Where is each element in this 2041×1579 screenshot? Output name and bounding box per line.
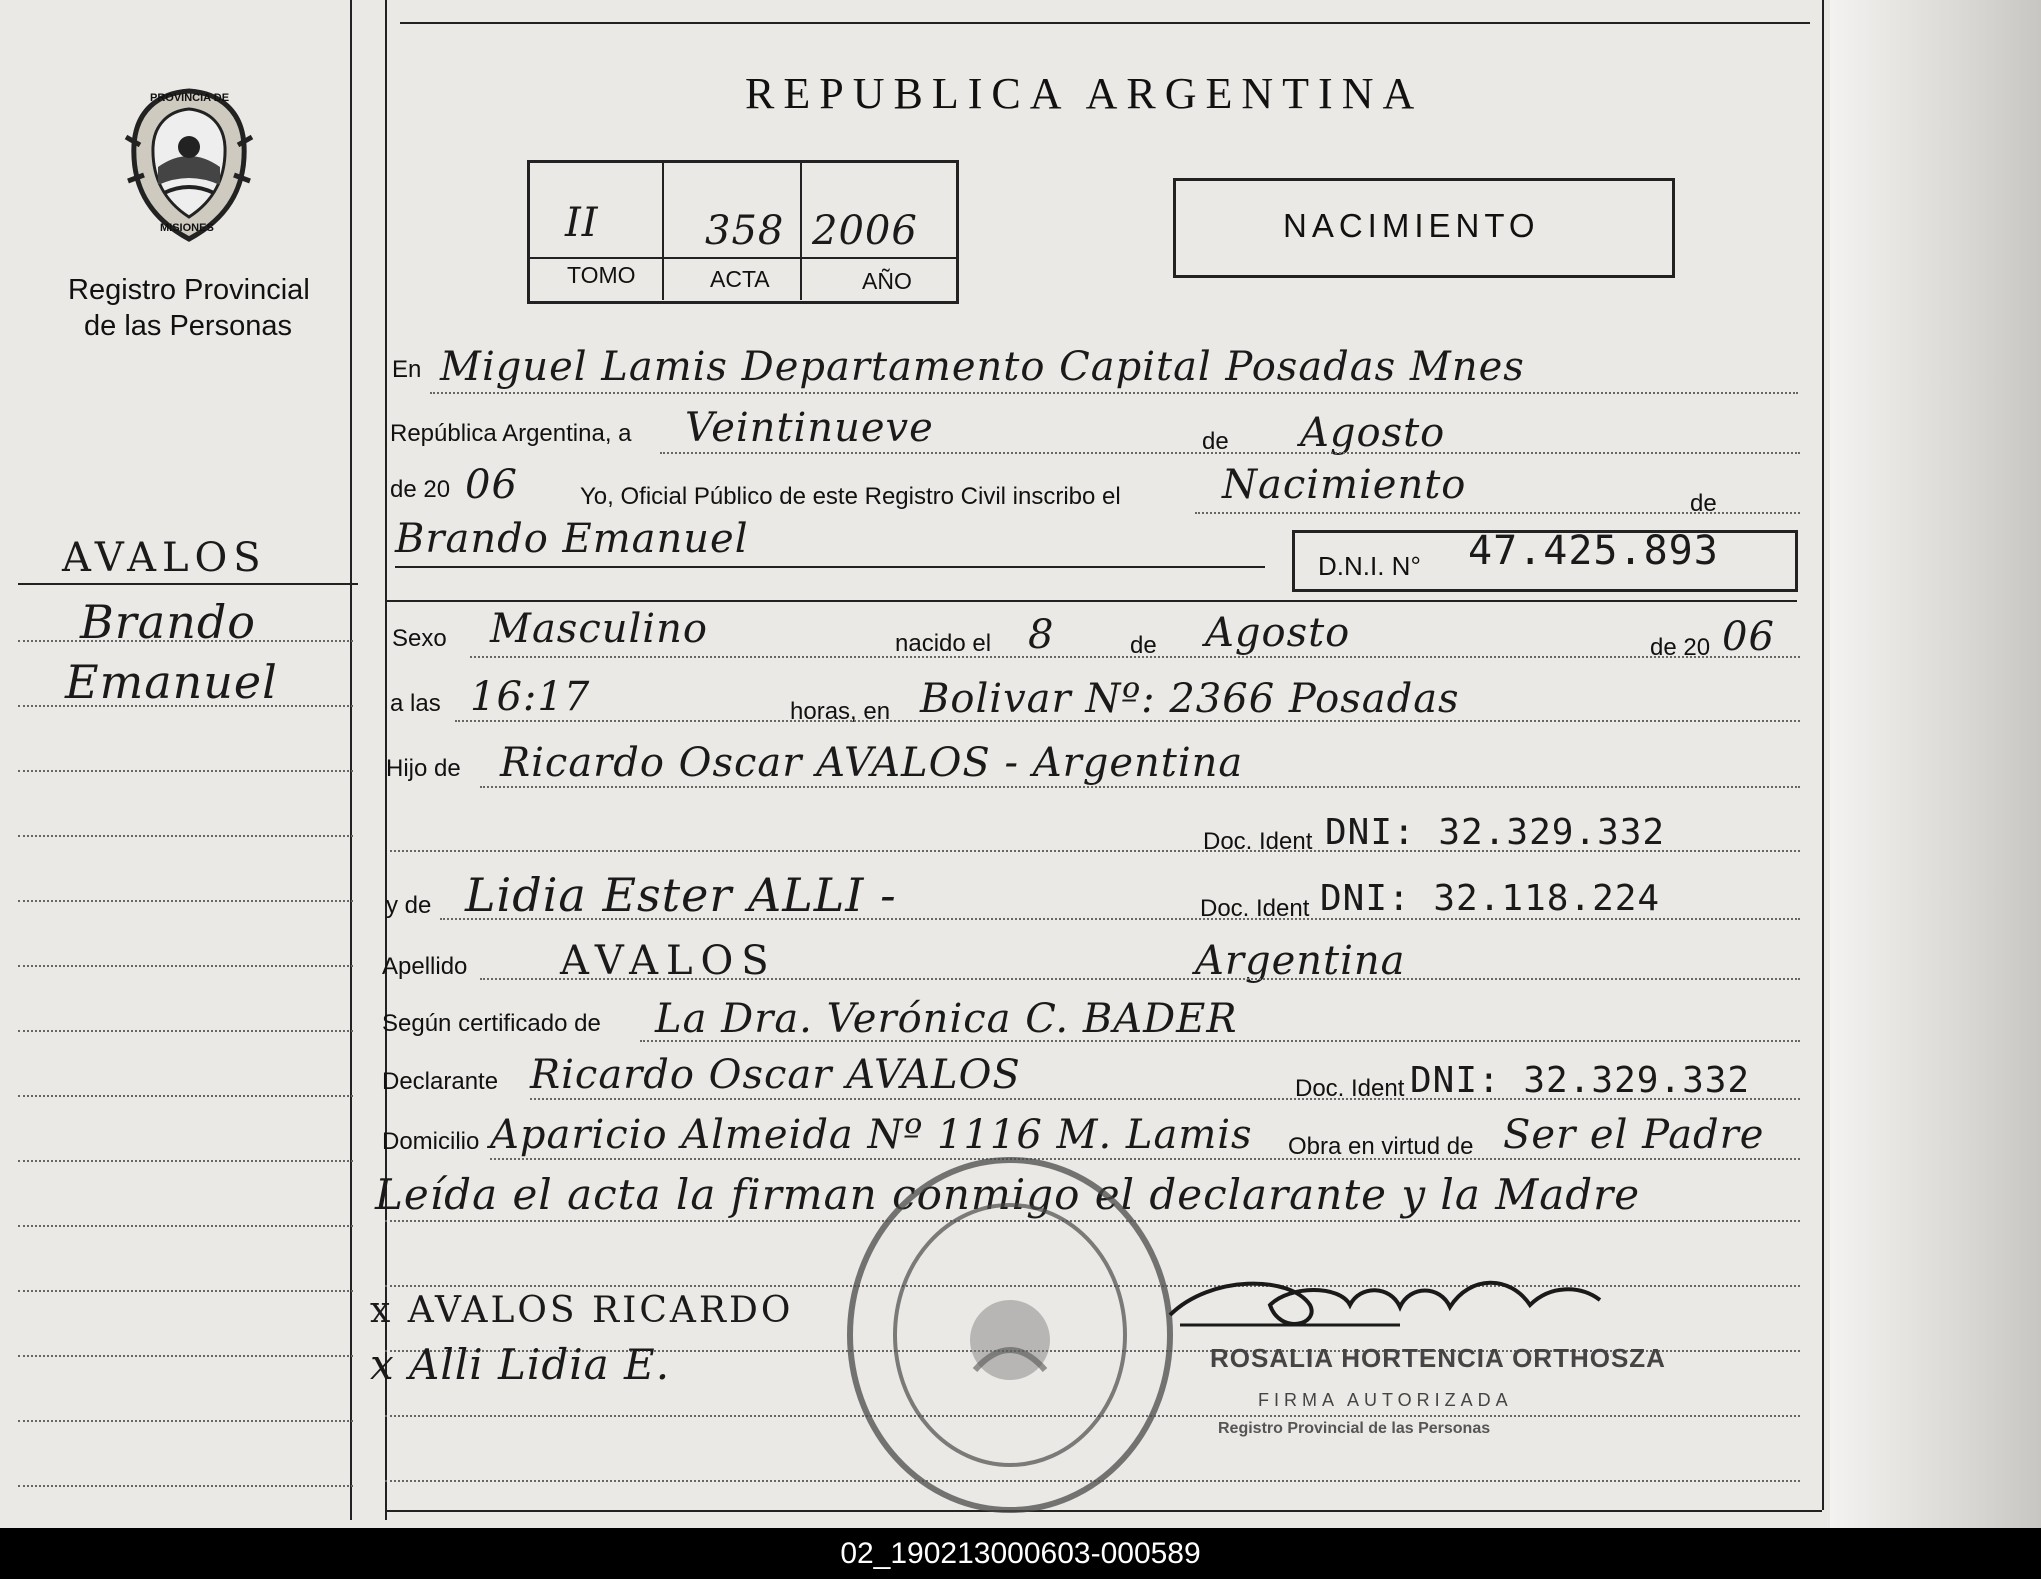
- margin-rule: [18, 1095, 353, 1097]
- value-madre: Lidia Ester ALLI -: [465, 868, 897, 922]
- registry-line-1: Registro Provincial: [68, 274, 310, 306]
- value-domicilio: Aparicio Almeida Nº 1116 M. Lamis: [490, 1112, 1253, 1158]
- official-round-stamp: [840, 1150, 1180, 1520]
- acta-label: ACTA: [710, 266, 770, 292]
- value-obra: Ser el Padre: [1503, 1112, 1765, 1158]
- top-border: [400, 22, 1810, 24]
- rule: [440, 918, 1800, 920]
- emblem-text-top: PROVINCIA DE: [150, 92, 230, 104]
- official-office: Registro Provincial de las Personas: [1218, 1420, 1491, 1437]
- value-padre: Ricardo Oscar AVALOS - Argentina: [500, 740, 1244, 786]
- label-hijo-de: Hijo de: [386, 755, 461, 782]
- label-sexo: Sexo: [392, 625, 447, 652]
- margin-rule: [18, 770, 353, 772]
- value-mes: Agosto: [1300, 410, 1446, 456]
- value-madre-doc: DNI: 32.118.224: [1320, 878, 1661, 919]
- label-declarante: Declarante: [382, 1068, 499, 1095]
- country-title: REPUBLICA ARGENTINA: [745, 69, 1424, 118]
- label-segun-certificado: Según certificado de: [382, 1010, 601, 1037]
- margin-rule: [18, 640, 353, 642]
- value-declarante: Ricardo Oscar AVALOS: [530, 1052, 1021, 1098]
- value-dia: Veintinueve: [685, 405, 934, 451]
- margin-rule: [18, 1030, 353, 1032]
- tomo-value: II: [565, 200, 599, 246]
- label-de-2: de: [1690, 490, 1717, 517]
- label-horas-en: horas, en: [790, 698, 891, 725]
- label-obra-virtud: Obra en virtud de: [1288, 1133, 1474, 1160]
- margin-name-2: Emanuel: [65, 655, 278, 709]
- image-id-footer: 02_190213000603-000589: [0, 1528, 2041, 1579]
- anio-value: 2006: [812, 208, 918, 254]
- margin-rule: [18, 900, 353, 902]
- emblem-text-bottom: MISIONES: [160, 222, 214, 234]
- label-de-1: de: [1202, 428, 1229, 455]
- value-anio-nac: 06: [1722, 614, 1775, 660]
- label-domicilio: Domicilio: [382, 1128, 480, 1155]
- signature-declarante: x AVALOS RICARDO: [370, 1290, 794, 1331]
- margin-rule: [18, 1290, 353, 1292]
- label-apellido: Apellido: [382, 953, 468, 980]
- margin-rule: [18, 1355, 353, 1357]
- rule: [480, 786, 1800, 788]
- value-acto: Nacimiento: [1222, 462, 1467, 508]
- label-republica: República Argentina, a: [390, 420, 632, 447]
- value-lectura: Leída el acta la firman conmigo el declarante y la Madre: [375, 1170, 1641, 1219]
- signature-madre: x Alli Lidia E.: [370, 1340, 671, 1389]
- label-nacido-el: nacido el: [895, 630, 992, 657]
- rule: [455, 720, 1800, 722]
- left-margin-border: [350, 0, 352, 1520]
- book-page-edge: [1830, 0, 2041, 1528]
- value-nacionalidad: Argentina: [1195, 938, 1406, 984]
- value-apellido: AVALOS: [560, 938, 777, 984]
- rule: [480, 978, 1800, 980]
- label-en: En: [392, 356, 422, 383]
- anio-label: AÑO: [862, 268, 912, 294]
- value-lugar: Miguel Lamis Departamento Capital Posadas Mnes: [440, 344, 1525, 390]
- margin-name-1: Brando: [80, 595, 256, 649]
- label-de20-b: de 20: [1650, 634, 1711, 661]
- label-doc-ident-1: Doc. Ident: [1203, 828, 1313, 855]
- rule: [395, 566, 1265, 568]
- record-box-divider: [527, 257, 957, 259]
- rule: [530, 1098, 1800, 1100]
- record-box-divider: [800, 160, 802, 300]
- margin-underline: [18, 583, 358, 585]
- record-type: NACIMIENTO: [1283, 207, 1540, 244]
- margin-rule: [18, 1485, 353, 1487]
- rule: [1195, 512, 1800, 514]
- value-mes-nac: Agosto: [1205, 610, 1351, 656]
- record-box-divider: [662, 160, 664, 300]
- label-yo-oficial: Yo, Oficial Público de este Registro Civil inscribo el: [580, 483, 1121, 510]
- label-doc-ident-3: Doc. Ident: [1295, 1075, 1405, 1102]
- margin-surname: AVALOS: [62, 535, 267, 581]
- margin-rule: [18, 1160, 353, 1162]
- margin-rule: [18, 705, 353, 707]
- rule: [385, 600, 1797, 602]
- margin-rule: [18, 835, 353, 837]
- right-border: [1822, 0, 1824, 1510]
- official-role: FIRMA AUTORIZADA: [1258, 1390, 1513, 1410]
- value-padre-doc: DNI: 32.329.332: [1325, 812, 1666, 853]
- value-sexo: Masculino: [490, 606, 708, 652]
- rule: [660, 452, 1800, 454]
- rule: [430, 392, 1798, 394]
- registry-line-2: de las Personas: [84, 310, 292, 342]
- label-y-de: y de: [386, 892, 432, 919]
- margin-rule: [18, 1420, 353, 1422]
- acta-value: 358: [705, 208, 785, 254]
- value-certificado: La Dra. Verónica C. BADER: [655, 996, 1238, 1042]
- label-a-las: a las: [390, 690, 441, 717]
- margin-rule: [18, 965, 353, 967]
- label-de-3: de: [1130, 632, 1157, 659]
- value-lugar-nac: Bolivar Nº: 2366 Posadas: [920, 676, 1460, 722]
- provincial-seal-icon: [118, 85, 260, 245]
- margin-rule: [18, 1225, 353, 1227]
- rule: [470, 656, 1800, 658]
- label-doc-ident-2: Doc. Ident: [1200, 895, 1310, 922]
- value-dni: 47.425.893: [1468, 528, 1719, 574]
- label-de20: de 20: [390, 476, 451, 503]
- value-declarante-doc: DNI: 32.329.332: [1410, 1060, 1751, 1101]
- value-anio: 06: [465, 462, 518, 508]
- value-nombre: Brando Emanuel: [395, 516, 749, 562]
- value-hora: 16:17: [470, 674, 591, 720]
- label-dni: D.N.I. N°: [1318, 551, 1421, 581]
- tomo-label: TOMO: [567, 262, 636, 288]
- official-name: ROSALIA HORTENCIA ORTHOSZA: [1210, 1343, 1666, 1373]
- value-dia-nac: 8: [1028, 612, 1055, 658]
- rule: [640, 1040, 1800, 1042]
